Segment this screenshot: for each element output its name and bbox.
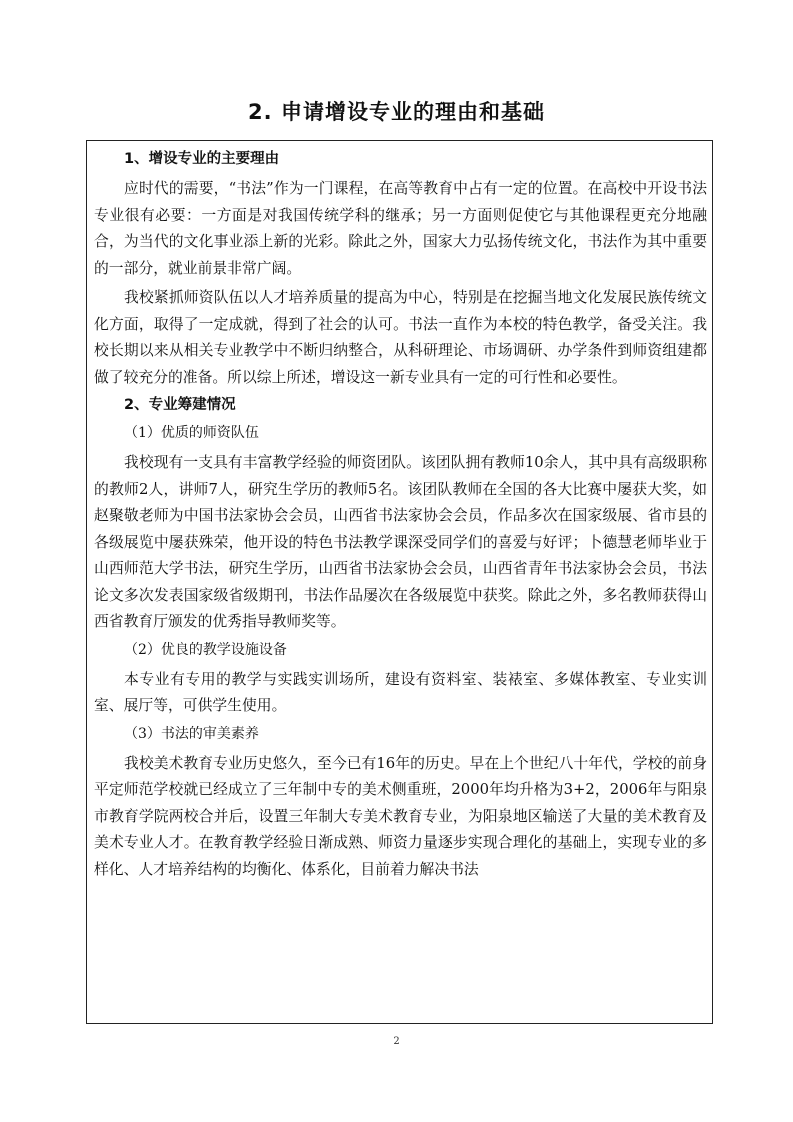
paragraph: 我校美术教育专业历史悠久，至今已有16年的历史。早在上个世纪八十年代，学校的前身平定师范学校就已经成立了三年制中专的美术侧重班，2000年均升格为3+2，2006年与阳泉市教育学院两校合并后，设置三年制大专美术教育专业，为阳泉地区输送了大量的美术教育及美术专业人才。在教育教学经验日渐成熟、师资力量逐步实现合理化的基础上，实现专业的多样化、人才培养结构的均衡化、体系化，目前着力解决书法 <box>94 754 707 878</box>
page-number: 2 <box>393 1036 400 1047</box>
subsection-heading: （3）书法的审美素养 <box>124 725 259 742</box>
document-body <box>94 148 707 886</box>
section-heading: 1、增设专业的主要理由 <box>124 151 280 167</box>
section-heading: 2、专业筹建情况 <box>124 397 236 413</box>
subsection-heading: （2）优良的教学设施设备 <box>124 641 287 658</box>
paragraph: 应时代的需要，“书法”作为一门课程，在高等教育中占有一定的位置。在高校中开设书法专业很有必要：一方面是对我国传统学科的继承；另一方面则促使它与其他课程更充分地融合，为当代的文化事业添上新的光彩。除此之外，国家大力弘扬传统文化，书法作为其中重要的一部分，就业前景非常广阔。 <box>94 180 707 277</box>
page-title: 2. 申请增设专业的理由和基础 <box>248 100 545 124</box>
section-reasons <box>94 148 707 391</box>
paragraph: 本专业有专用的教学与实践实训场所，建设有资料室、装裱室、多媒体教室、专业实训室、展厅等，可供学生使用。 <box>94 670 707 714</box>
subsection-heading: （1）优质的师资队伍 <box>124 425 259 441</box>
paragraph: 我校紧抓师资队伍以人才培养质量的提高为中心，特别是在挖掘当地文化发展民族传统文化方面，取得了一定成就，得到了社会的认可。书法一直作为本校的特色教学，备受关注。我校长期以来从相关专业教学中不断归纳整合，从科研理论、市场调研、办学条件到师资组建都做了较充分的准备。所以综上所述，增设这一新专业具有一定的可行性和必要性。 <box>94 289 707 386</box>
section-preparation <box>94 394 707 883</box>
paragraph: 我校现有一支具有丰富教学经验的师资团队。该团队拥有教师10余人，其中具有高级职称的教师2人，讲师7人，研究生学历的教师5名。该团队教师在全国的各大比赛中屡获大奖，如赵聚敬老师为中国书法家协会会员，山西省书法家协会会员，作品多次在国家级展、省市县的各级展览中屡获殊荣，他开设的特色书法教学课深受同学们的喜爱与好评；卜德慧老师毕业于山西师范大学书法，研究生学历，山西省书法家协会会员，山西省青年书法家协会会员，书法论文多次发表国家级省级期刊，书法作品屡次在各级展览中获奖。除此之外，多名教师获得山西省教育厅颁发的优秀指导教师奖等。 <box>94 454 707 630</box>
